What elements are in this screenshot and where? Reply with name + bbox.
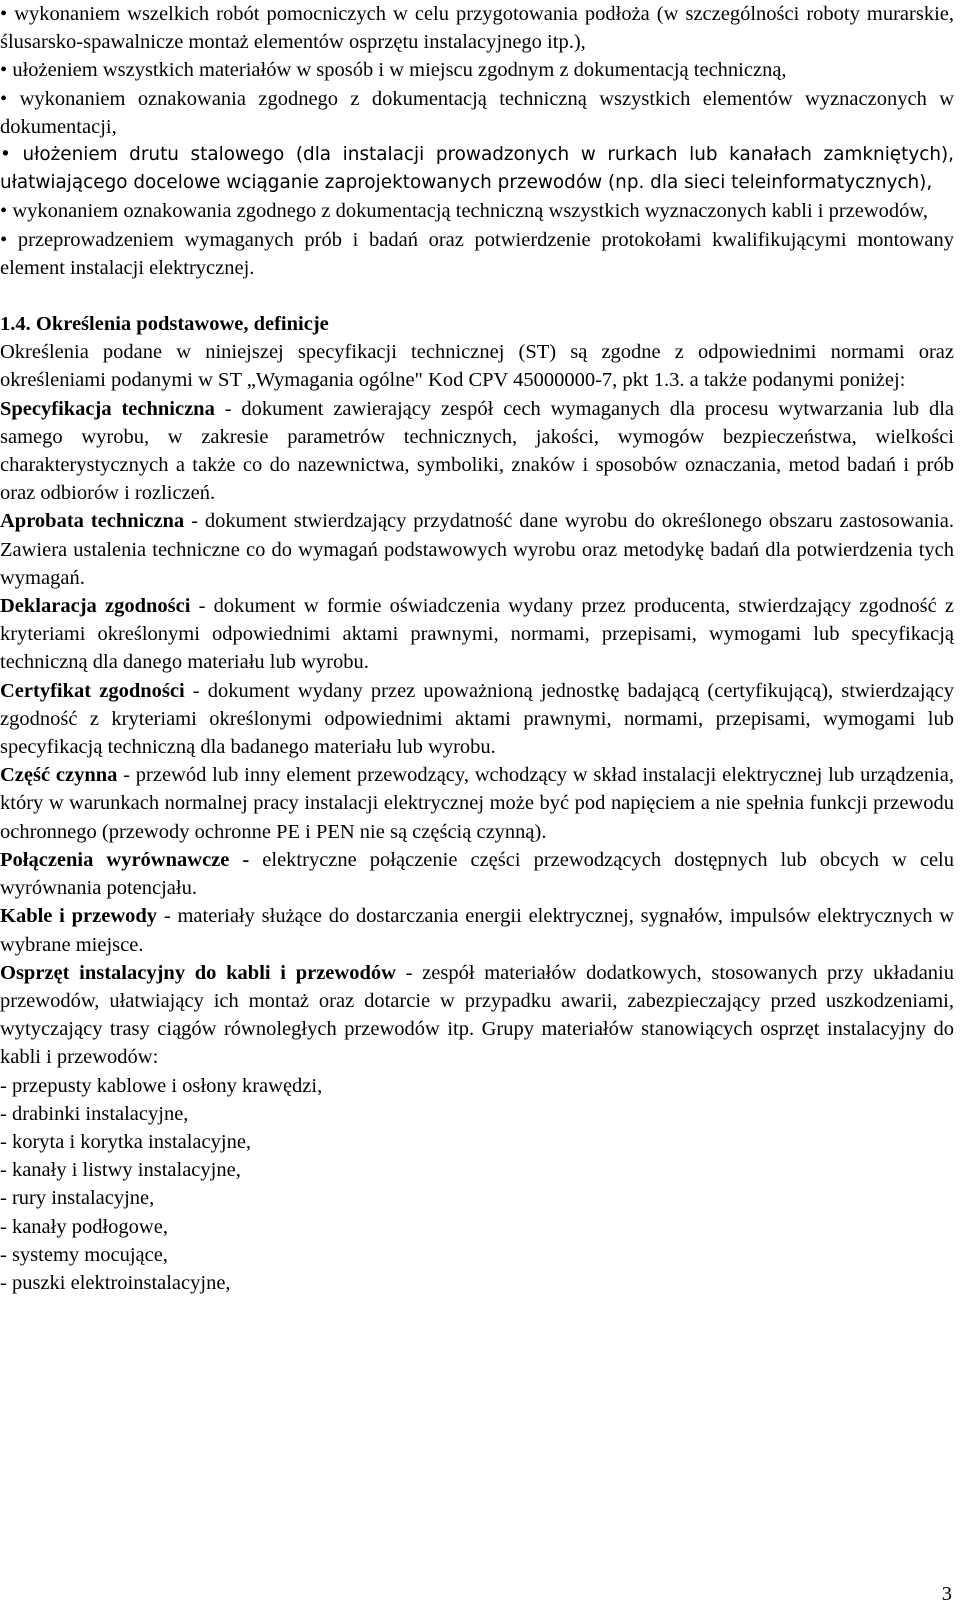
definition-term: Część czynna	[0, 764, 118, 787]
dash-list-item: - przepusty kablowe i osłony krawędzi,	[0, 1074, 323, 1097]
definition-item	[0, 507, 954, 592]
definition-term: Osprzęt instalacyjny do kabli i przewodów	[0, 961, 396, 984]
bullet-item: • wykonaniem oznakowania zgodnego z dokumentacją techniczną wszystkich wyznaczonych kabli i przewodów,	[0, 197, 954, 225]
definition-item	[0, 592, 954, 677]
dash-list	[0, 1072, 954, 1298]
bullet-item: • ułożeniem drutu stalowego (dla instalacji prowadzonych w rurkach lub kanałach zamkniętych), ułatwiającego docelowe wciąganie zaprojektowanych przewodów (np. dla sieci teleinformatycznych),	[0, 141, 954, 197]
bullet-list	[0, 0, 954, 282]
definition-term: Deklaracja zgodności	[0, 595, 191, 618]
spacer	[0, 282, 954, 310]
definition-item	[0, 395, 954, 508]
definition-text: - materiały służące do dostarczania energii elektrycznej, sygnałów, impulsów elektrycznych w wybrane miejsce.	[0, 905, 954, 956]
definition-text: - dokument wydany przez upoważnioną jednostkę badającą (certyfikującą), stwierdzający zgodność z kryteriami określonymi odpowiednimi aktami prawnymi, normami, przepisami, wymogami lub specyfikacją techniczną dla badanego materiału lub wyrobu.	[0, 679, 954, 759]
dash-list-item: - puszki elektroinstalacyjne,	[0, 1271, 231, 1294]
definition-text: - dokument w formie oświadczenia wydany przez producenta, stwierdzający zgodność z kryteriami określonymi odpowiednimi aktami prawnymi, normami, przepisami, wymogami lub specyfikacją techniczną dla danego materiału lub wyrobu.	[0, 595, 954, 674]
definition-item	[0, 761, 954, 846]
definition-term: Specyfikacja techniczna	[0, 397, 215, 420]
bullet-item: • wykonaniem oznakowania zgodnego z dokumentacją techniczną wszystkich elementów wyznaczonych w dokumentacji,	[0, 85, 954, 141]
definition-term: Aprobata techniczna	[0, 510, 185, 533]
definition-term: Certyfikat zgodności	[0, 679, 185, 702]
dash-list-item: - rury instalacyjne,	[0, 1187, 155, 1210]
dash-list-item: - kanały podłogowe,	[0, 1215, 168, 1238]
definition-text: - przewód lub inny element przewodzący, wchodzący w skład instalacji elektrycznej lub urządzenia, który w warunkach normalnej pracy instalacji elektrycznej może być pod napięciem a nie spełnia funkcji przewodu ochronnego (przewody ochronne PE i PEN nie są częścią czynną).	[0, 764, 954, 843]
dash-list-item: - drabinki instalacyjne,	[0, 1102, 189, 1125]
section-heading: 1.4. Określenia podstawowe, definicje	[0, 313, 329, 336]
dash-list-item: - systemy mocujące,	[0, 1243, 168, 1266]
bullet-item: • ułożeniem wszystkich materiałów w sposób i w miejscu zgodnym z dokumentacją techniczną,	[0, 56, 954, 84]
definition-text: elektryczne połączenie części przewodzących dostępnych lub obcych w celu wyrównania potencjału.	[0, 848, 954, 900]
definition-text: - zespół materiałów dodatkowych, stosowanych przy układaniu przewodów, ułatwiający ich montaż oraz dotarcie w przypadku awarii, zabezpieczający przed uszkodzeniami, wytyczający trasy ciągów równoległych przewodów itp. Grupy materiałów stanowiących osprzęt instalacyjny do kabli i przewodów:	[0, 961, 954, 1069]
definition-term: Połączenia wyrównawcze -	[0, 848, 250, 871]
definition-item	[0, 677, 954, 762]
dash-list-item: - koryta i korytka instalacyjne,	[0, 1130, 252, 1153]
bullet-item: • wykonaniem wszelkich robót pomocniczych w celu przygotowania podłoża (w szczególności roboty murarskie, ślusarsko-spawalnicze montaż elementów osprzętu instalacyjnego itp.),	[0, 0, 954, 56]
dash-list-item: - kanały i listwy instalacyjne,	[0, 1159, 241, 1182]
definition-item	[0, 902, 954, 958]
definitions-list	[0, 395, 954, 1072]
definition-item	[0, 959, 954, 1072]
bullet-item: • przeprowadzeniem wymaganych prób i badań oraz potwierdzenie protokołami kwalifikującymi montowany element instalacji elektrycznej.	[0, 226, 954, 282]
section-intro: Określenia podane w niniejszej specyfikacji technicznej (ST) są zgodne z odpowiednimi normami oraz określeniami podanymi w ST „Wymagania ogólne" Kod CPV 45000000-7, pkt 1.3. a także podanymi poniżej:	[0, 341, 954, 392]
definition-term: Kable i przewody	[0, 905, 158, 928]
definition-text: - dokument stwierdzający przydatność dane wyrobu do określonego obszaru zastosowania. Zawiera ustalenia techniczne co do wymagań podstawowych wyrobu oraz metodykę badań dla potwierdzenia tych wymagań.	[0, 510, 954, 589]
page-number: 3	[941, 1583, 952, 1605]
definition-text: - dokument zawierający zespół cech wymaganych dla procesu wytwarzania lub dla samego wyrobu, w zakresie parametrów technicznych, jakości, wymogów bezpieczeństwa, wielkości charakterystycznych a także co do nazewnictwa, symboliki, znaków i sposobów oznaczania, metod badań i prób oraz odbiorów i rozliczeń.	[0, 397, 954, 505]
definition-item	[0, 846, 954, 902]
